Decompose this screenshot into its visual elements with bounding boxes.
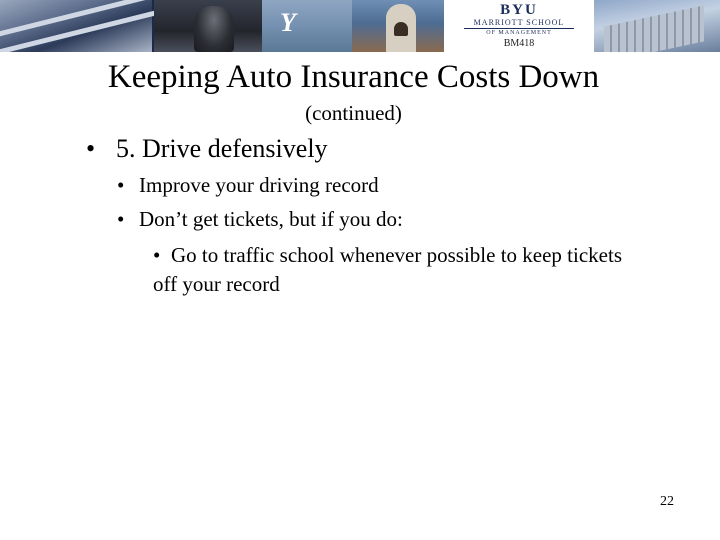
logo-school: MARRIOTT SCHOOL xyxy=(473,18,565,27)
page-number: 22 xyxy=(660,494,674,509)
bullet-level3 xyxy=(153,241,633,299)
bullet-marker: • xyxy=(153,243,161,267)
bullet-text: Go to traffic school whenever possible to keep tickets off your record xyxy=(153,243,622,296)
bullet-text: Improve your driving record xyxy=(139,173,379,197)
bullet-marker: • xyxy=(117,173,125,197)
bullet-text: Don’t get tickets, but if you do: xyxy=(139,207,403,231)
banner-photo-mountain xyxy=(262,0,352,52)
course-code: BM418 xyxy=(503,38,535,49)
logo-byu: BYU xyxy=(500,2,538,18)
bullet-marker: • xyxy=(86,134,96,163)
logo-divider xyxy=(464,28,574,29)
bullet-level2 xyxy=(117,171,379,199)
logo-school-sub: OF MANAGEMENT xyxy=(486,30,552,36)
banner-photo-building xyxy=(0,0,152,52)
bullet-text: 5. Drive defensively xyxy=(116,134,328,163)
banner-photo-modern-building xyxy=(594,0,720,52)
bullet-level2 xyxy=(117,205,403,233)
banner-photo-statue xyxy=(154,0,262,52)
bell-icon xyxy=(394,22,408,36)
slide-title: Keeping Auto Insurance Costs Down xyxy=(107,59,600,95)
header-banner xyxy=(0,0,720,52)
bullet-marker: • xyxy=(117,207,125,231)
modern-building-image xyxy=(604,5,704,52)
banner-stripe xyxy=(0,0,178,38)
mountain-y-image: Y xyxy=(280,8,296,37)
byu-marriott-logo xyxy=(444,0,594,52)
statue-image xyxy=(194,6,234,52)
bullet-level1 xyxy=(86,133,328,165)
banner-photo-bell-tower xyxy=(352,0,444,52)
slide-subtitle: (continued) xyxy=(305,101,402,125)
